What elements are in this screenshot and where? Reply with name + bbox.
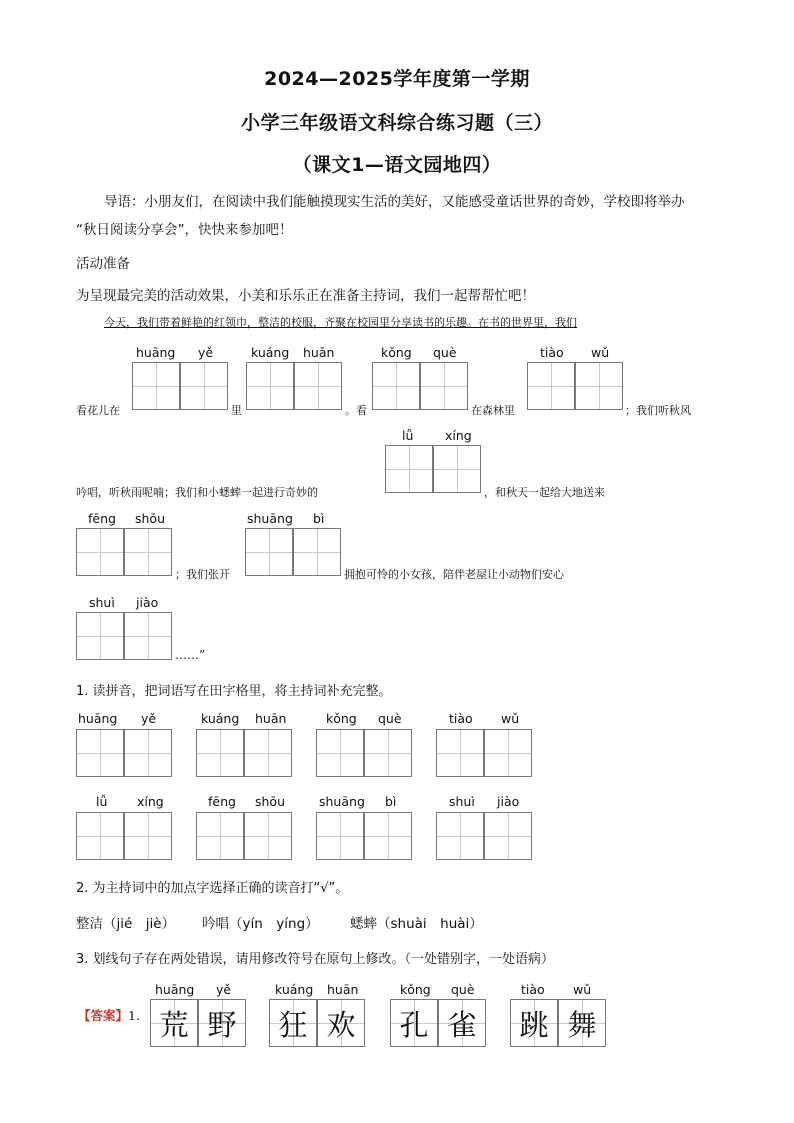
tianzige-box[interactable] <box>132 362 180 410</box>
tianzige-box[interactable] <box>436 812 484 860</box>
pinyin-label: què <box>451 982 475 997</box>
tianzige-box[interactable] <box>433 445 481 493</box>
tianzige-box[interactable] <box>484 812 532 860</box>
q2-option-2[interactable]: 吟唱（yín yíng） <box>202 916 319 932</box>
answer-label <box>78 1006 140 1024</box>
q2-option-1[interactable]: 整洁（jié jiè） <box>76 916 176 932</box>
tianzige-box[interactable] <box>385 445 433 493</box>
answer-char-box: 跳 <box>510 999 558 1047</box>
pinyin-label: shuāng <box>319 794 365 809</box>
pinyin-label: yě <box>216 982 232 997</box>
script-text: 在森林里 <box>471 404 515 417</box>
tianzige-box[interactable] <box>436 729 484 777</box>
pinyin-label: kǒng <box>381 345 412 360</box>
tianzige-box[interactable] <box>76 729 124 777</box>
pinyin-label: jiào <box>497 794 520 809</box>
tianzige-box[interactable] <box>124 528 172 576</box>
tianzige-box[interactable] <box>76 612 124 660</box>
answer-char-box: 荒 <box>150 999 198 1047</box>
tianzige-box[interactable] <box>364 729 412 777</box>
q2-option-3[interactable]: 蟋蟀（shuài huài） <box>350 916 483 932</box>
answer-char-box: 舞 <box>558 999 606 1047</box>
answer-number: 1. <box>128 1008 140 1023</box>
tianzige-box[interactable] <box>293 528 341 576</box>
pinyin-label: lǚ <box>402 428 414 443</box>
script-text: 。看 <box>345 404 367 417</box>
tianzige-box[interactable] <box>527 362 575 410</box>
pinyin-label: wǔ <box>591 345 610 360</box>
pinyin-label: kuáng <box>251 345 290 360</box>
tianzige-box[interactable] <box>244 812 292 860</box>
pinyin-label: bì <box>385 794 397 809</box>
pinyin-label: shuì <box>449 794 475 809</box>
tianzige-box[interactable] <box>575 362 623 410</box>
pinyin-label: shuì <box>89 595 115 610</box>
pinyin-label: lǚ <box>96 794 108 809</box>
question-3: 3. 划线句子存在两处错误，请用修改符号在原句上修改。（一处错别字，一处语病） <box>76 952 555 967</box>
script-text: ；我们听秋风 <box>625 404 691 417</box>
answer-char-box: 欢 <box>317 999 365 1047</box>
question-2: 2. 为主持词中的加点字选择正确的读音打“√”。 <box>76 881 349 896</box>
page-subtitle: 小学三年级语文科综合练习题（三） <box>240 112 553 134</box>
tianzige-box[interactable] <box>372 362 420 410</box>
tianzige-box[interactable] <box>76 812 124 860</box>
pinyin-label: tiào <box>449 711 473 726</box>
pinyin-label: huān <box>327 982 359 997</box>
tianzige-box[interactable] <box>294 362 342 410</box>
pinyin-label: huāng <box>155 982 195 997</box>
pinyin-label: huān <box>303 345 335 360</box>
section-heading: 活动准备 <box>76 256 130 272</box>
pinyin-label: huān <box>255 711 287 726</box>
pinyin-label: tiào <box>521 982 545 997</box>
pinyin-label: shuāng <box>247 511 293 526</box>
pinyin-label: què <box>433 345 457 360</box>
answer-char-box: 狂 <box>269 999 317 1047</box>
tianzige-box[interactable] <box>420 362 468 410</box>
pinyin-label: kuáng <box>275 982 314 997</box>
tianzige-box[interactable] <box>124 612 172 660</box>
pinyin-label: fēng <box>208 794 236 809</box>
script-text: 吟唱，听秋雨呢喃；我们和小蟋蟀一起进行奇妙的 <box>76 486 318 499</box>
pinyin-label: tiào <box>540 345 564 360</box>
pinyin-label: wǔ <box>573 982 592 997</box>
tianzige-box[interactable] <box>180 362 228 410</box>
tianzige-box[interactable] <box>124 812 172 860</box>
pinyin-label: yě <box>141 711 157 726</box>
pinyin-label: fēng <box>88 511 116 526</box>
pinyin-label: huāng <box>136 345 176 360</box>
script-text: ；我们张开 <box>175 568 230 581</box>
answer-char-box: 孔 <box>390 999 438 1047</box>
answer-char-box: 野 <box>198 999 246 1047</box>
pinyin-label: xíng <box>137 794 164 809</box>
tianzige-box[interactable] <box>245 528 293 576</box>
intro-line-1: 导语：小朋友们，在阅读中我们能触摸现实生活的美好，又能感受童话世界的奇妙，学校即将举办 <box>104 194 685 210</box>
underlined-sentence: 今天，我们带着鲜艳的红领巾，整洁的校服，齐聚在校园里分享读书的乐趣。在书的世界里，我们 <box>104 316 577 329</box>
pinyin-label: kuáng <box>201 711 240 726</box>
pinyin-label: yě <box>198 345 214 360</box>
answer-tag: 【答案】 <box>78 1008 129 1023</box>
tianzige-box[interactable] <box>364 812 412 860</box>
tianzige-box[interactable] <box>124 729 172 777</box>
prep-text: 为呈现最完美的活动效果，小美和乐乐正在准备主持词，我们一起帮帮忙吧！ <box>76 288 535 304</box>
pinyin-label: què <box>378 711 402 726</box>
tianzige-box[interactable] <box>196 812 244 860</box>
pinyin-label: huāng <box>78 711 118 726</box>
pinyin-label: xíng <box>445 428 472 443</box>
tianzige-box[interactable] <box>196 729 244 777</box>
pinyin-label: shōu <box>255 794 286 809</box>
tianzige-box[interactable] <box>76 528 124 576</box>
pinyin-label: bì <box>313 511 325 526</box>
page-scope: （课文1—语文园地四） <box>292 154 502 176</box>
pinyin-label: kǒng <box>326 711 357 726</box>
script-text: 看花儿在 <box>76 404 120 417</box>
script-text: ……” <box>175 648 206 662</box>
answer-char-box: 雀 <box>438 999 486 1047</box>
tianzige-box[interactable] <box>246 362 294 410</box>
pinyin-label: kǒng <box>400 982 431 997</box>
pinyin-label: jiào <box>136 595 159 610</box>
question-1: 1. 读拼音，把词语写在田字格里，将主持词补充完整。 <box>76 684 392 699</box>
intro-line-2: “秋日阅读分享会”，快快来参加吧！ <box>76 222 293 238</box>
pinyin-label: wǔ <box>501 711 520 726</box>
tianzige-box[interactable] <box>316 812 364 860</box>
tianzige-box[interactable] <box>316 729 364 777</box>
page-title: 2024—2025学年度第一学期 <box>264 68 530 90</box>
tianzige-box[interactable] <box>244 729 292 777</box>
script-text: 里 <box>231 404 242 417</box>
script-text: ，和秋天一起给大地送来 <box>484 486 605 499</box>
tianzige-box[interactable] <box>484 729 532 777</box>
script-text: 拥抱可怜的小女孩，陪伴老屋让小动物们安心 <box>344 568 564 581</box>
pinyin-label: shōu <box>135 511 166 526</box>
